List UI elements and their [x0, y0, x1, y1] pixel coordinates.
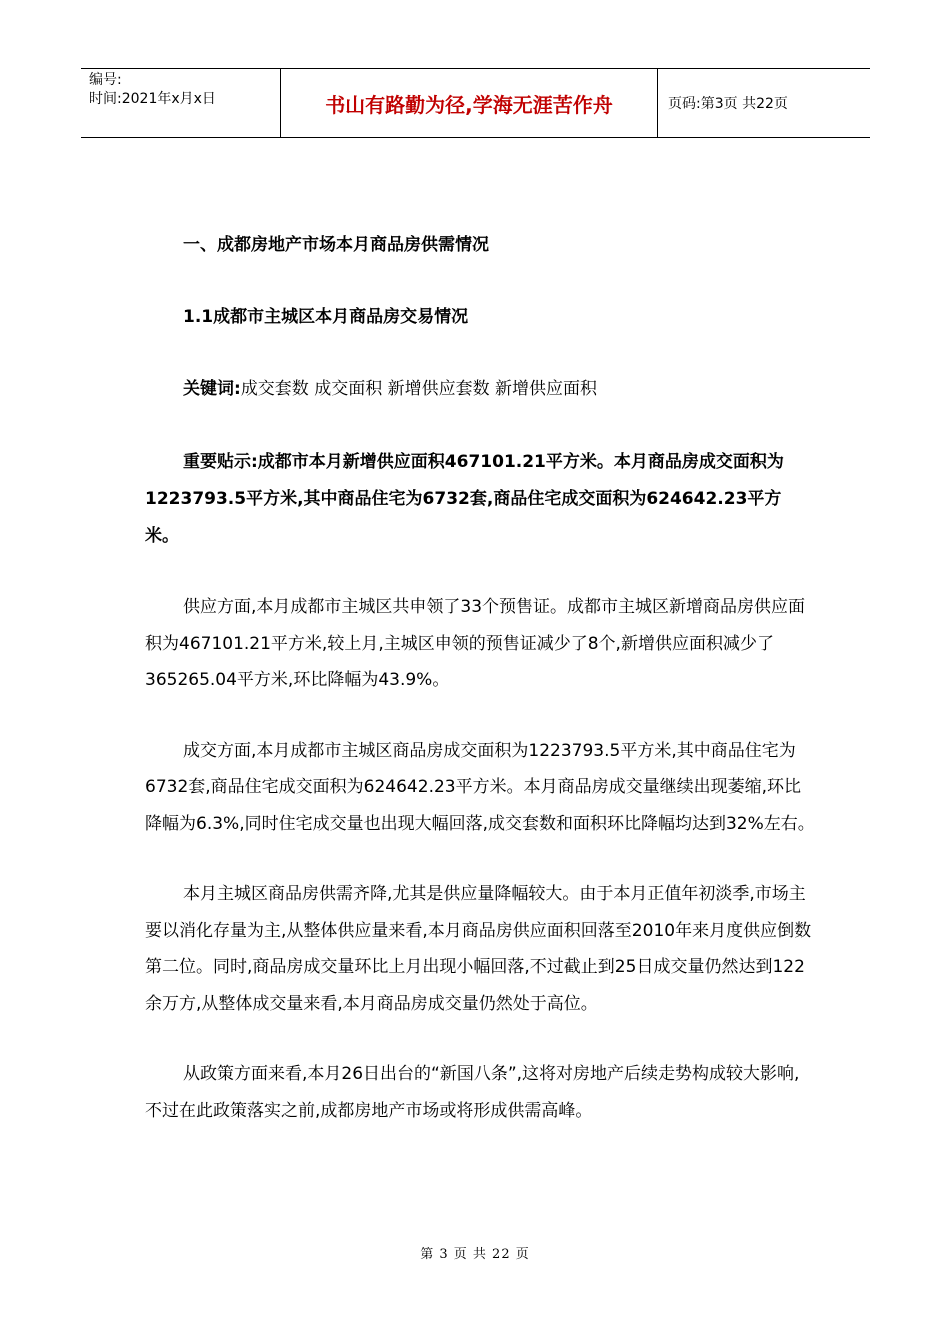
doc-number-label: 编号:: [89, 72, 122, 88]
doc-date: 时间:2021年x月x日: [89, 91, 216, 107]
header-meta: [81, 69, 281, 137]
page-footer: 第 3 页 共 22 页: [420, 1247, 530, 1262]
header-motto: 书山有路勤为径,学海无涯苦作舟: [281, 69, 658, 137]
paragraph-supply: 供应方面,本月成都市主城区共申领了33个预售证。成都市主城区新增商品房供应面积为467101.21平方米,较上月,主城区申领的预售证减少了8个,新增供应面积减少了365265.04平方米,环比降幅为43.9%。: [145, 597, 806, 690]
section-heading: 一、成都房地产市场本月商品房供需情况: [183, 235, 489, 255]
keywords-label: 关键词:: [183, 379, 241, 399]
paragraph-policy: 从政策方面来看,本月26日出台的“新国八条”,这将对房地产后续走势构成较大影响,不过在此政策落实之前,成都房地产市场或将形成供需高峰。: [145, 1064, 800, 1121]
subsection-heading: 1.1成都市主城区本月商品房交易情况: [183, 307, 469, 327]
document-body: [145, 228, 815, 1163]
paragraph-transaction: 成交方面,本月成都市主城区商品房成交面积为1223793.5平方米,其中商品住宅为6732套,商品住宅成交面积为624642.23平方米。本月商品房成交量继续出现萎缩,环比降幅为6.3%,同时住宅成交量也出现大幅回落,成交套数和面积环比降幅均达到32%左右。: [145, 740, 815, 834]
keywords-text: 成交套数 成交面积 新增供应套数 新增供应面积: [240, 379, 598, 399]
header-page-info: 页码:第3页 共22页: [668, 96, 788, 112]
keywords-line: [183, 372, 815, 406]
paragraph-market: 本月主城区商品房供需齐降,尤其是供应量降幅较大。由于本月正值年初淡季,市场主要以消化存量为主,从整体供应量来看,本月商品房供应面积回落至2010年来月度供应倒数第二位。同时,商品房成交量环比上月出现小幅回落,不过截止到25日成交量仍然达到122余万方,从整体成交量来看,本月商品房成交量仍然处于高位。: [145, 884, 812, 1014]
page-header: [81, 68, 870, 138]
important-note: 重要贴示:成都市本月新增供应面积467101.21平方米。本月商品房成交面积为1223793.5平方米,其中商品住宅为6732套,商品住宅成交面积为624642.23平方米。: [145, 452, 784, 546]
